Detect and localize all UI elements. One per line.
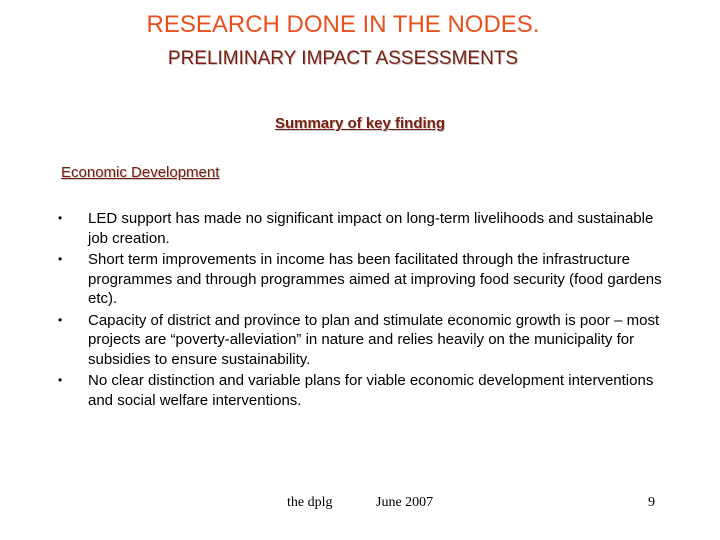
slide-subtitle: PRELIMINARY IMPACT ASSESSMENTS [167, 48, 519, 69]
footer-organization: the dplg [287, 495, 333, 510]
bullet-icon: • [58, 211, 63, 225]
bullet-icon: • [58, 312, 63, 327]
finding-text: Capacity of district and province to plan and stimulate economic growth is poor – most projects are “poverty-alleviation” in nature and relies heavily on the municipality for subsidies to ensure sustainability. [88, 311, 660, 368]
finding-item [58, 311, 668, 370]
finding-item [58, 371, 668, 410]
summary-heading: Summary of key finding [274, 115, 446, 132]
finding-item [58, 250, 668, 309]
finding-item [58, 209, 668, 248]
finding-text: No clear distinction and variable plans for viable economic development interventions and social welfare interventions. [88, 372, 654, 409]
page-number: 9 [648, 495, 655, 510]
finding-text: Short term improvements in income has been facilitated through the infrastructure programmes and through programmes aimed at improving food security (food gardens etc). [88, 251, 662, 307]
bullet-icon: • [58, 252, 63, 266]
finding-text: LED support has made no significant impact on long-term livelihoods and sustainable job creation. [88, 210, 654, 247]
bullet-icon: • [58, 373, 63, 387]
findings-list [58, 209, 668, 412]
footer-date: June 2007 [376, 495, 434, 510]
slide-title: RESEARCH DONE IN THE NODES. [146, 11, 540, 38]
section-heading-economic-development: Economic Development [61, 164, 220, 181]
